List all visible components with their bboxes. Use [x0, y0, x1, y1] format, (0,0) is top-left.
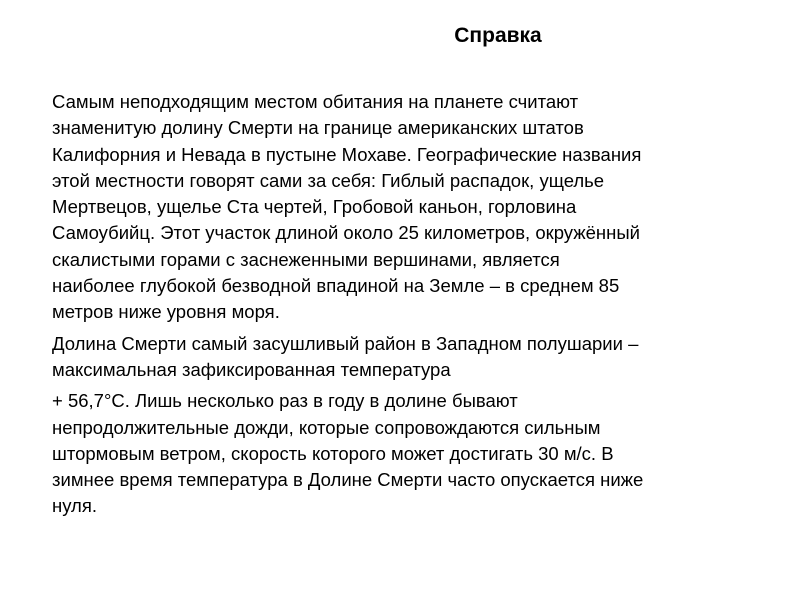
text-line: Калифорния и Невада в пустыне Мохаве. Географические названия: [52, 143, 642, 165]
text-line: этой местности говорят сами за себя: Гиблый распадок, ущелье: [52, 169, 605, 191]
text-line: Самым неподходящим местом обитания на планете считают: [52, 91, 579, 112]
slide-title: Справка: [454, 24, 542, 47]
paragraph-temperature: [52, 388, 797, 519]
slide-body: [52, 89, 797, 525]
text-line: Долина Смерти самый засушливый район в Западном полушарии –: [52, 332, 639, 354]
text-line: максимальная зафиксированная температура: [52, 358, 451, 380]
text-line: метров ниже уровня моря.: [52, 301, 280, 323]
text-line: непродолжительные дожди, которые сопровождаются сильным: [52, 416, 601, 438]
text-line: + 56,7°С. Лишь несколько раз в году в долине бывают: [52, 390, 518, 412]
text-line: Самоубийц. Этот участок длиной около 25 километров, окружённый: [52, 222, 640, 244]
text-line: Мертвецов, ущелье Ста чертей, Гробовой каньон, горловина: [52, 196, 577, 218]
text-line: скалистыми горами с заснеженными вершинами, является: [52, 248, 560, 270]
paragraph-death-valley-intro: [52, 89, 797, 326]
text-line: штормовым ветром, скорость которого может достигать 30 м/с. В: [52, 442, 614, 464]
text-line: наиболее глубокой безводной впадиной на Земле – в среднем 85: [52, 275, 620, 297]
paragraph-driest-region: [52, 331, 797, 384]
text-line: знаменитую долину Смерти на границе американских штатов: [52, 117, 584, 139]
text-line: зимнее время температура в Долине Смерти часто опускается ниже: [52, 469, 644, 491]
text-line: нуля.: [52, 495, 98, 517]
